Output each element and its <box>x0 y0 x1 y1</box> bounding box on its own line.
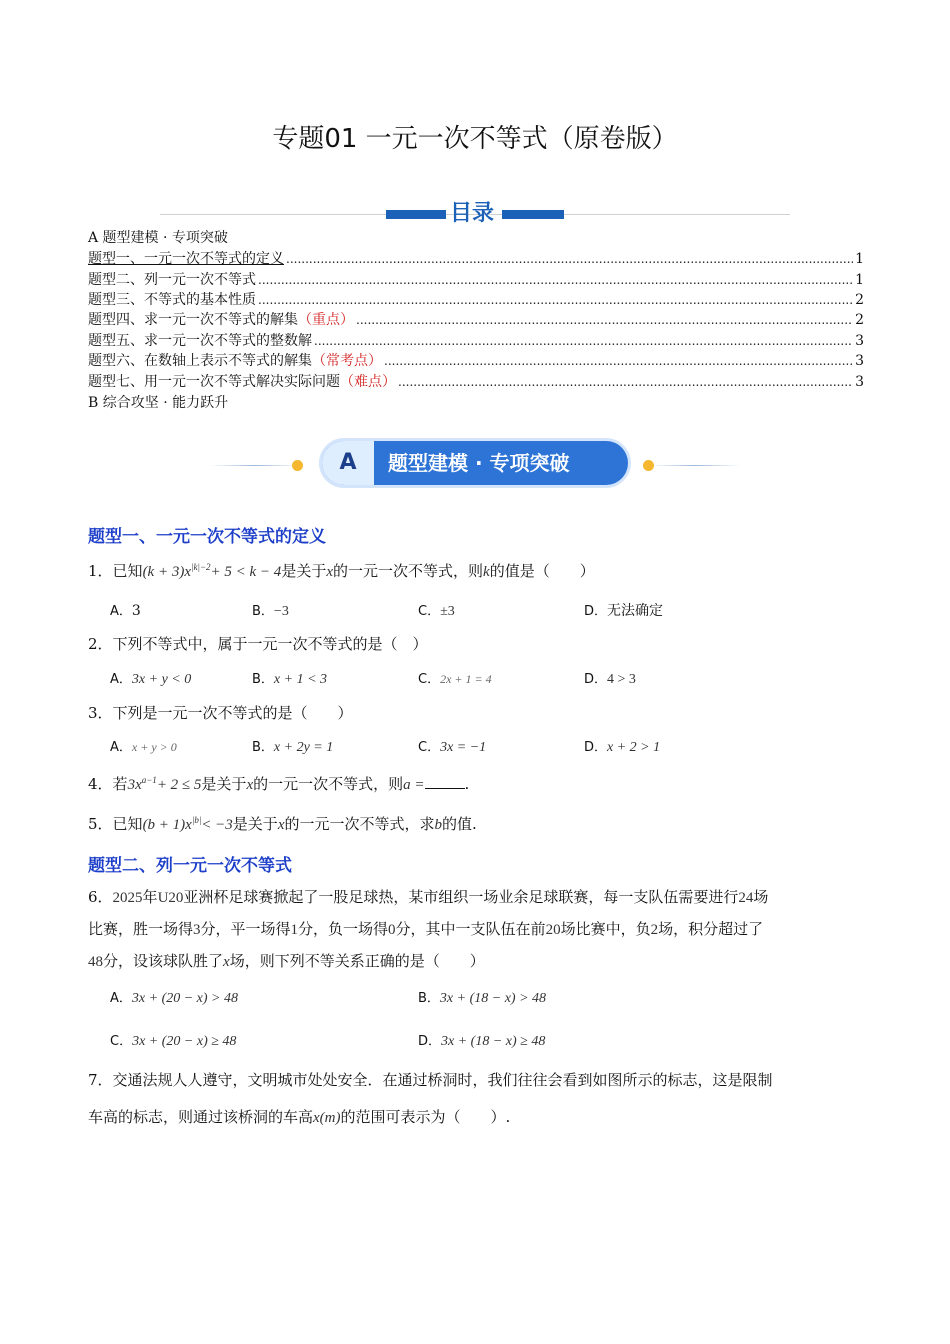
question-6-line-1: 6．2025年U20亚洲杯足球赛掀起了一股足球热，某市组织一场业余足球联赛，每一支队伍需要进行24场 <box>88 888 769 906</box>
question-2: 2．下列不等式中，属于一元一次不等式的是（ ） <box>88 635 428 653</box>
option-d[interactable]: D．3x + (18 − x) ≥ 48 <box>418 1034 546 1049</box>
banner-text: 题型建模 · 专项突破 <box>388 451 570 475</box>
option-d[interactable]: D．无法确定 <box>584 603 664 619</box>
banner-line-left <box>210 465 300 466</box>
toc-part-b[interactable]: B 综合攻坚 · 能力跃升 <box>88 395 229 411</box>
toc-item[interactable]: 题型五、求一元一次不等式的整数解 ..... 3 <box>88 331 864 351</box>
toc-item[interactable]: 题型二、列一元一次不等式 ..... 1 <box>88 270 864 290</box>
question-7-line-2: 车高的标志，则通过该桥洞的车高x(m)的范围可表示为（ ）. <box>88 1108 511 1126</box>
question-1: 1．已知$(k + 3)x^{|k|-2}+ 5 < k - 4$是关于x的一元一次不等式，则k的值是（ ） <box>88 562 595 580</box>
option-c[interactable]: C．±3 <box>418 604 455 619</box>
question-6-line-3: 48分，设该球队胜了x场，则下列不等关系正确的是（ ） <box>88 952 485 970</box>
option-d[interactable]: D．4 > 3 <box>584 672 636 687</box>
toc-item[interactable]: 题型六、在数轴上表示不等式的解集 （常考点） ..... 3 <box>88 351 864 371</box>
question-3: 3．下列是一元一次不等式的是（ ） <box>88 704 353 722</box>
section-heading: 题型二、列一元一次不等式 <box>88 856 292 876</box>
option-c[interactable]: C．3x + (20 − x) ≥ 48 <box>110 1034 237 1049</box>
toc-bar-right <box>502 210 564 219</box>
answer-blank[interactable] <box>425 774 465 789</box>
option-b[interactable]: B．−3 <box>252 604 289 619</box>
toc-heading: 目录 <box>450 201 495 226</box>
option-a[interactable]: A．x + y > 0 <box>110 740 177 755</box>
option-a[interactable]: A．3x + (20 − x) > 48 <box>110 991 238 1006</box>
option-c[interactable]: C．3x = −1 <box>418 740 487 755</box>
option-b[interactable]: B．3x + (18 − x) > 48 <box>418 991 547 1006</box>
option-a[interactable]: A．3x + y < 0 <box>110 672 192 687</box>
toc-item[interactable]: 题型七、用一元一次不等式解决实际问题 （难点） ..... 3 <box>88 372 864 392</box>
banner-letter: A <box>322 441 374 485</box>
document-title: 专题01 一元一次不等式（原卷版） <box>272 124 678 154</box>
option-a[interactable]: A．3 <box>110 603 141 619</box>
banner-dot-left <box>292 460 303 471</box>
question-6-line-2: 比赛，胜一场得3分，平一场得1分，负一场得0分，其中一支队伍在前20场比赛中，负2场，积分超过了 <box>88 920 764 938</box>
section-heading: 题型一、一元一次不等式的定义 <box>88 527 326 547</box>
section-banner <box>322 441 628 485</box>
option-b[interactable]: B．x + 2y = 1 <box>252 740 334 755</box>
question-5: 5．已知$(b + 1)x^{|b|}< -3$是关于x的一元一次不等式，求b的值. <box>88 815 477 833</box>
toc-item[interactable]: 题型三、不等式的基本性质 ..... 2 <box>88 290 864 310</box>
banner-dot-right <box>643 460 654 471</box>
option-b[interactable]: B．x + 1 < 3 <box>252 672 328 687</box>
option-c[interactable]: C．2x + 1 = 4 <box>418 672 492 687</box>
toc-part-a[interactable]: A 题型建模 · 专项突破 <box>88 230 228 246</box>
banner-line-right <box>650 465 740 466</box>
option-d[interactable]: D．x + 2 > 1 <box>584 740 661 755</box>
toc-bar-left <box>386 210 446 219</box>
question-4: 4．若$3x^{a-1}+ 2 \le 5$是关于x的一元一次不等式，则a = . <box>88 775 470 793</box>
question-7-line-1: 7．交通法规人人遵守，文明城市处处安全．在通过桥洞时，我们往往会看到如图所示的标志，这是限制 <box>88 1071 773 1089</box>
toc-item[interactable]: 题型四、求一元一次不等式的解集 （重点） ..... 2 <box>88 310 864 330</box>
toc-item[interactable]: 题型一、一元一次不等式的定义 ..... 1 <box>88 249 864 269</box>
